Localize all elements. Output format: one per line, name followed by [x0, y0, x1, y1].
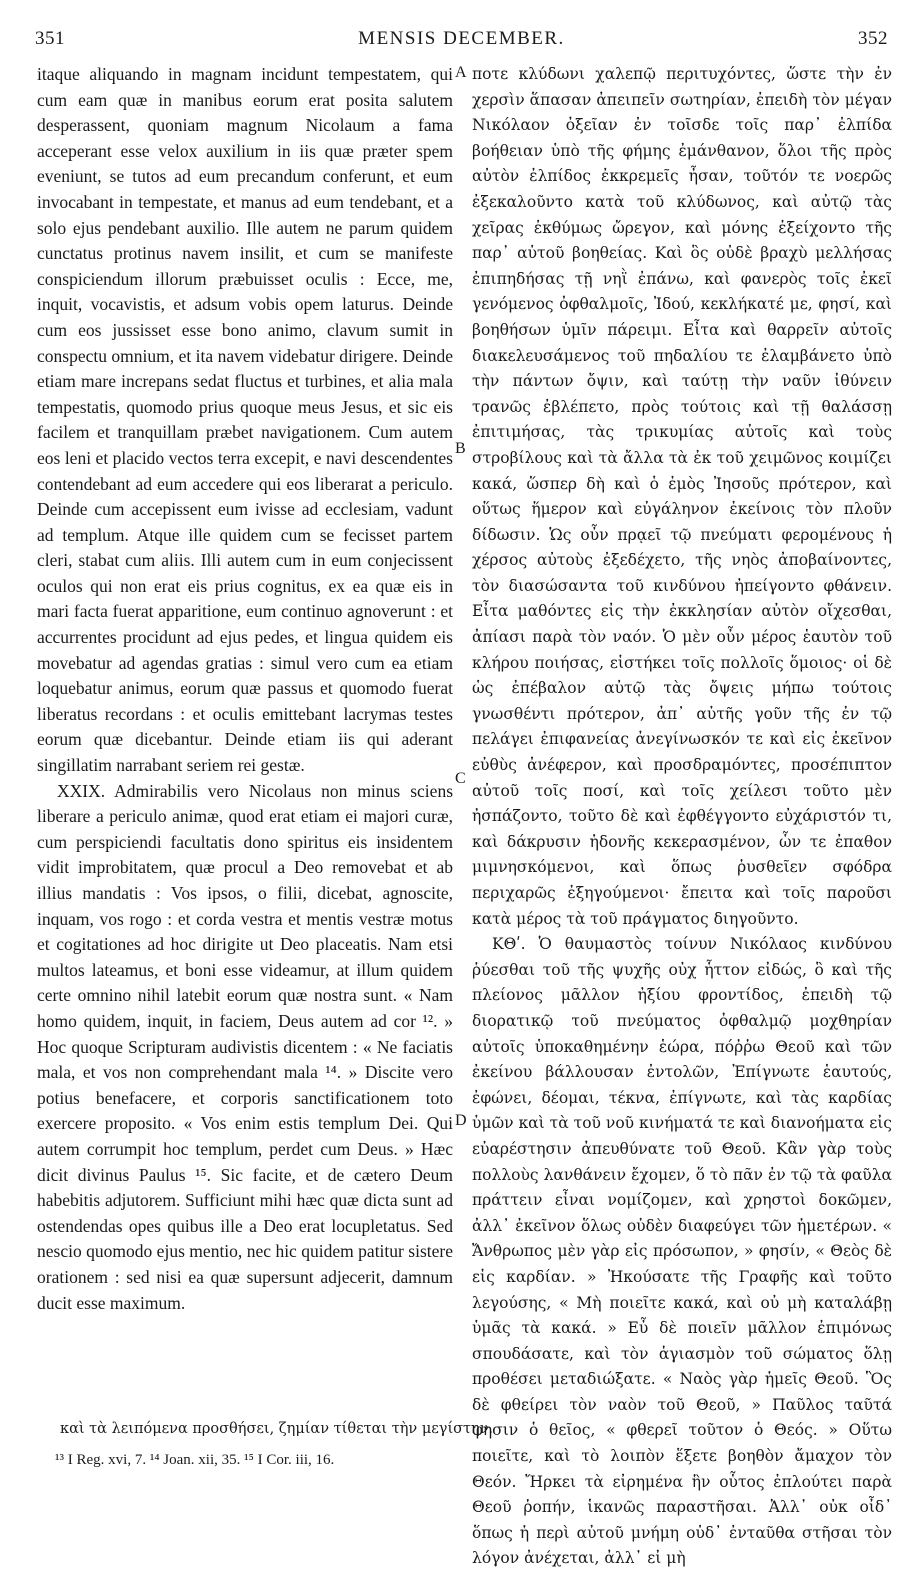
footnotes: ¹³ I Reg. xvi, 7. ¹⁴ Joan. xii, 35. ¹⁵ I Cor. iii, 16. [55, 1452, 335, 1468]
margin-letter-c: C [455, 770, 466, 787]
latin-paragraph-1: itaque aliquando in magnam incidunt tempestatem, qui cum eam quæ in manibus eorum erat posita salutem desperassent, quoniam magnum Nicolaum a fama acceperant esse velox auxilium in iis quæ præter spem eveniunt, se tutos ad eum precandum conferunt, et eum invocabant in tempestate, et manus ad eum tendebant, et a solo ejus pendebant auxilio. Ille autem ne parum quidem cunctatus protinus navem insilit, et cum se manifeste conspiciendum illorum præbuisset oculis : Ecce, me, inquit, vocavistis, et adsum vobis opem laturus. Deinde cum eos jussisset esse bono animo, clavum sumit in conspectu omnium, et ita navem videbatur dirigere. Deinde etiam mare increpans sedat fluctus et turbines, et alia mala tempestatis, quomodo prius quoque meus Jesus, et sic eis facilem et tranquillam præbet navigationem. Cum autem eos leni et placido vectos terra excepit, e navi descendentes contendebant ad eum accedere qui eos liberarat a periculo. Deinde cum accepissent eum ivisse ad ecclesiam, vadunt ad templum. Atque ille quidem cum se fecisset partem cleri, stabat cum aliis. Illi autem cum in eum conjecissent oculos qui non erat eis prius cognitus, ex ea quæ eis in mari facta fuerat apparitione, eum continuo agnoverunt : et accurrentes procidunt ad ejus pedes, et lingua quidem eis movebatur ad agendas gratias : simul vero cum ea etiam loquebatur animus, eorum quæ passus et quomodo fuerat liberatus recordans : et oculis emittebant lacrymas testes eorum quæ dicebantur. Deinde etiam iis qui aderant singillatim narrabant seriem rei gestæ. [37, 64, 453, 776]
greek-paragraph-1: ποτε κλύδωνι χαλεπῷ περιτυχόντες, ὥστε τὴν ἐν χερσὶν ἅπασαν ἀπειπεῖν σωτηρίαν, ἐπειδὴ τὸν μέγαν Νικόλαον ὀξεῖαν ἐν τοῖσδε τοῖς παρ᾽ ἐλπίδα βοήθειαν ὑπὸ τῆς φήμης ἐμάνθανον, ὅλοι τῆς πρὸς αὐτὸν ἐλπίδος ἐκκρεμεῖς ἦσαν, τοῦτόν τε νοερῶς ἐξεκαλοῦντο κατὰ τοῦ κλύδωνος, καὶ αὐτῷ τὰς χεῖρας ἐκθύμως ὤρεγον, καὶ μόνης ἐξείχοντο τῆς παρ᾽ αὐτοῦ βοηθείας. Καὶ ὃς οὐδὲ βραχὺ μελλήσας ἐπιπηδήσας τῇ νηῒ ἐπάνω, καὶ φανερὸς τοῖς ἐκεῖ γενόμενος ὀφθαλμοῖς, Ἰδού, κεκλήκατέ με, φησί, καὶ βοηθήσων ὑμῖν πάρειμι. Εἶτα καὶ θαρρεῖν αὐτοῖς διακελευσάμενος τοῦ πηδαλίου τε ἐλαμβάνετο ὑπὸ τὴν πάντων ὄψιν, καὶ ταύτῃ τὴν ναῦν ἰθύνειν τρανῶς ἐβλέπετο, πρὸς τούτοις καὶ τῇ θαλάσσῃ ἐπιτιμήσας, τὰς τρικυμίας αὐτοῖς καὶ τοὺς στροβίλους καὶ τὰ ἄλλα τὰ ἐκ τοῦ χειμῶνος κοιμίζει κακά, ὥσπερ δὴ καὶ ὁ ἐμὸς Ἰησοῦς πρότερον, καὶ οὕτως ἥμερον καὶ εὐγάληνον ἐκείνοις τὸν πλοῦν δίδωσιν. Ὡς οὖν πρᾳεῖ τῷ πνεύματι φερομένους ἡ χέρσος αὐτοὺς ἐξεδέχετο, τῆς νηὸς ἀποβαίνοντες, τὸν διασώσαντα τοῦ κινδύνου ἠπείγοντο φθάνειν. Εἶτα μαθόντες εἰς τὴν ἐκκλησίαν αὐτὸν οἴχεσθαι, ἀπίασι παρὰ τὸν ναόν. Ὁ μὲν οὖν μέρος ἑαυτὸν τοῦ κλήρου ποιήσας, εἱστήκει τοῖς πολλοῖς ὅμοιος· οἱ δὲ ὡς ἐπέβαλον αὐτῷ τὰς ὄψεις μήπω τούτοις γνωσθέντι πρότερον, ἀπ᾽ αὐτῆς γοῦν τῆς ἐν τῷ πελάγει ἐπιφανείας ἀνεγίνωσκόν τε καὶ εἰς ἐκεῖνον εὐθὺς ἀνέφερον, καὶ προσδραμόντες, προσέπιπτον αὐτοῦ τοῖς ποσί, καὶ τοῖς χείλεσι τοῦτο μὲν ἠσπάζοντο, τοῦτο δὲ καὶ ἐφθέγγοντο εὐχάριστόν τι, καὶ δάκρυσιν ἡδονῆς κεκερασμένον, ὧν τε ἐπαθον μιμνησκόμενοι, καὶ ὅπως ῥυσθεῖεν σφόδρα περιχαρῶς ἐξηγούμενοι· ἔπειτα καὶ τοῖς παροῦσι κατὰ μέρος τὰ τοῦ πράγματος διηγοῦντο. [472, 65, 892, 928]
latin-column [37, 62, 453, 1316]
greek-continuation-line: καὶ τὰ λειπόμενα προσθήσει, ζημίαν τίθεται τὴν μεγίστην. [60, 1421, 494, 1437]
running-title: MENSIS DECEMBER. [358, 28, 565, 49]
margin-letter-d: D [455, 1112, 467, 1129]
page-number-left: 351 [35, 28, 65, 49]
page-number-right: 352 [858, 28, 888, 49]
running-header [35, 28, 888, 56]
margin-letter-b: B [455, 440, 466, 457]
greek-column [472, 62, 892, 1572]
greek-paragraph-2: ΚΘʹ. Ὁ θαυμαστὸς τοίνυν Νικόλαος κινδύνου ῥύεσθαι τοῦ τῆς ψυχῆς οὐχ ἧττον εἰδώς, ὃ καὶ τῆς πλείονος μᾶλλον ἠξίου φροντίδος, ἐπειδὴ τῷ διορατικῷ τοῦ πνεύματος ὀφθαλμῷ μοχθηρίαν αὐτοῖς ὑποκαθημένην ἑώρα, πόῤῥω Θεοῦ καὶ τῶν ἐκείνου βάλλουσαν ἐντολῶν, Ἐπίγνωτε ἑαυτούς, ἐφώνει, δέομαι, τέκνα, ἐπίγνωτε, καὶ τὰς καρδίας ὑμῶν καὶ τὰ τοῦ νοῦ κινήματά τε καὶ διανοήματα εἰς εὐαρέστησιν ἀπευθύνατε τοῦ Θεοῦ. Κἂν γὰρ τοὺς πολλοὺς λανθάνειν ἔχομεν, ὅ τὸ πᾶν ἐν τῷ τὰ φαῦλα πράττειν εἶναι νομίζομεν, καὶ χρηστοὶ δοκῶμεν, ἀλλ᾽ ἐκεῖνον ὅλως οὐδὲν διαφεύγει τῶν ἡμετέρων. « Ἄνθρωπος μὲν γὰρ εἰς πρόσωπον, » φησίν, « Θεὸς δὲ εἰς καρδίαν. » Ἠκούσατε τῆς Γραφῆς καὶ τοῦτο λεγούσης, « Μὴ ποιεῖτε κακά, καὶ οὐ μὴ καταλάβῃ ὑμᾶς τὰ κακά. » Εὖ δὲ ποιεῖν μᾶλλον ἐπιμόνως σπουδάσατε, καὶ τὸν ἁγιασμὸν τοῦ σώματος ὅλῃ προθέσει μεταδιώξατε. « Ναὸς γὰρ ἡμεῖς Θεοῦ. Ὃς δὲ φθείρει τὸν ναὸν τοῦ Θεοῦ, » Παῦλος ταῦτά φησιν ὁ θεῖος, « φθερεῖ τοῦτον ὁ Θεός. » Οὕτω ποιεῖτε, καὶ τὸ λοιπὸν ἕξετε βοηθὸν ἄμαχον τὸν Θεόν. Ἤρκει τὰ εἰρημένα ἣν οὗτος ἐπλούτει παρὰ Θεοῦ ῥοπήν, ἱκανῶς παραστῆσαι. Ἀλλ᾽ οὐκ οἶδ᾽ ὅπως ἡ περὶ αὐτοῦ μνήμη οὐδ᾽ ἐνταῦθα στῆσαι τὸν λόγον ἀνέχεται, ἀλλ᾽ εἰ μὴ [472, 935, 892, 1568]
margin-letter-a: A [455, 64, 467, 81]
latin-paragraph-2: XXIX. Admirabilis vero Nicolaus non minus sciens liberare a periculo animæ, quod erat etiam ei majori curæ, cum perspiciendi facultatis dono spiritus eis insidentem vidit improbitatem, quæ procul a Deo removebat et ab illius mandatis : Vos ipsos, o filii, dicebat, agnoscite, inquam, vos rogo : et corda vestra et mentis vestræ motus et cogitationes ad hoc dirigite ut Deo placeatis. Nam etsi multos lateamus, et boni esse videamur, at illum quidem certe omnino nihil latebit eorum quæ nostra sunt. « Nam homo quidem, inquit, in faciem, Deus autem ad cor ¹². » Hoc quoque Scripturam audivistis dicentem : « Ne faciatis mala, et vos non comprehendant mala ¹⁴. » Discite vero potius benefacere, et corporis sanctificationem toto exercere proposito. « Vos enim estis templum Dei. Qui autem corrumpit hoc templum, perdet cum Deus. » Hæc dicit divinus Paulus ¹⁵. Sic facite, et de cætero Deum habebitis adjutorem. Sufficiunt mihi hæc quæ dicta sunt ad ostendendas opes quibus ille a Deo erat locupletatus. Sed nescio quomodo ejus mentio, nec hic quidem patitur sistere orationem : sed nisi ea quæ supersunt adjecerit, damnum ducit esse maximum. [37, 780, 453, 1313]
